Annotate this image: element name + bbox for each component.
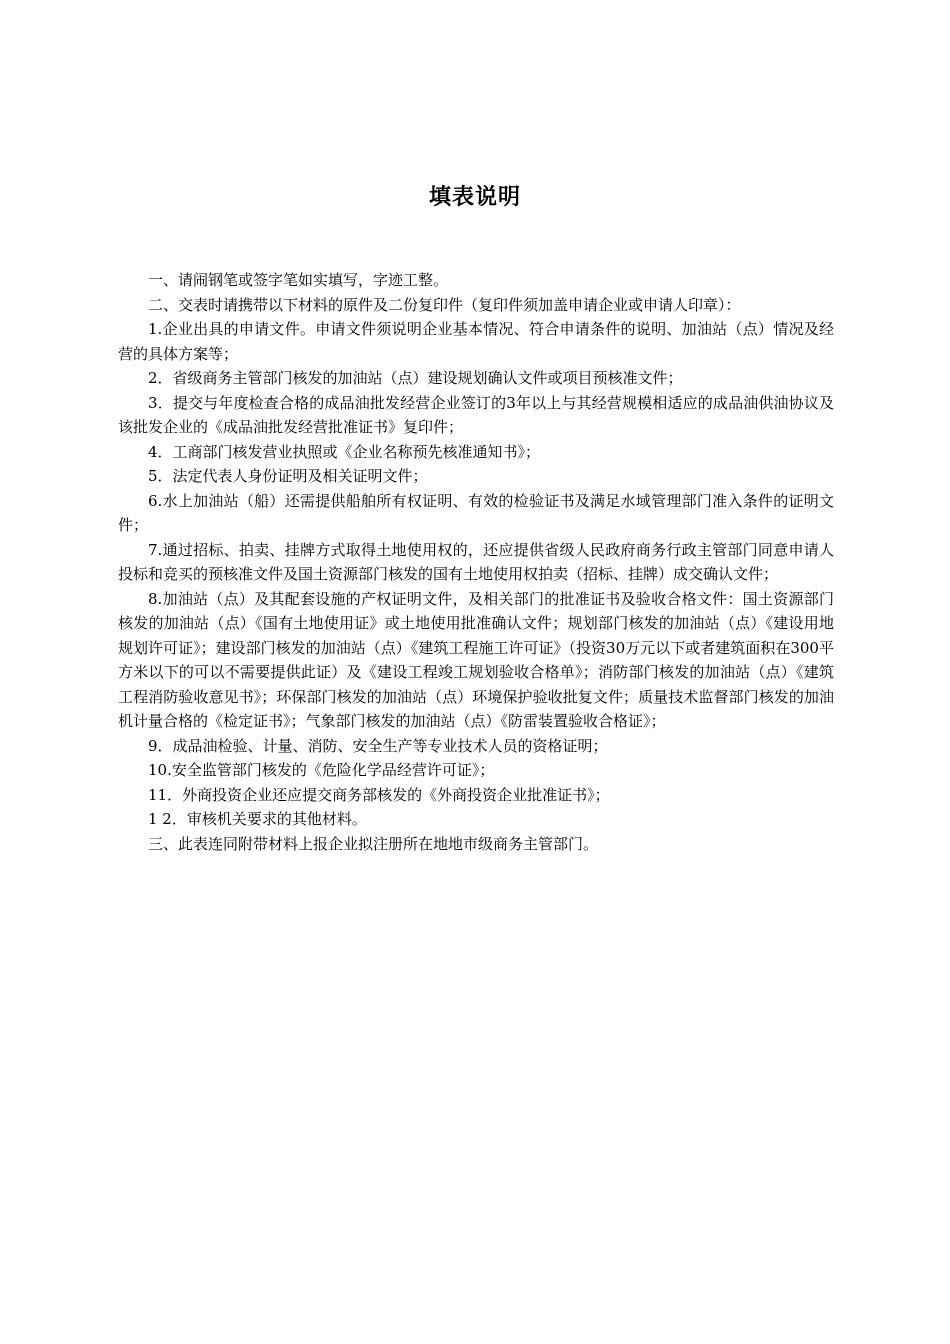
paragraph-1: 一、请闹钢笔或签字笔如实填写，字迹工整。 bbox=[148, 271, 449, 289]
paragraph-item-11: 11．外商投资企业还应提交商务部核发的《外商投资企业批准证书》； bbox=[148, 785, 610, 804]
paragraph-item-9: 9．成品油检验、计量、消防、安全生产等专业技术人员的资格证明； bbox=[148, 736, 608, 755]
paragraph-item-12: 1 2．审核机关要求的其他材料。 bbox=[148, 810, 367, 828]
paragraph-item-8: 8.加油站（点）及其配套设施的产权证明文件，及相关部门的批准证书及验收合格文件：国土资源部门核发的加油站（点）《国有土地使用证》或土地使用批准确认文件；规划部门核发的加油站（点）《建设用地规划许可证》；建设部门核发的加油站（点）《建筑工程施工许可证》（投资30万元以下或者建筑面积在300平方米以下的可以不需要提供此证）及《建设工程竣工规划验收合格单》；消防部门核发的加油站（点）《建筑工程消防验收意见书》；环保部门核发的加油站（点）环境保护验收批复文件；质量技术监督部门核发的加油机计量合格的《检定证书》；气象部门核发的加油站（点）《防雷装置验收合格证》； bbox=[118, 589, 834, 730]
paragraph-item-3: 3．提交与年度检查合格的成品油批发经营企业签订的3年以上与其经营规模相适应的成品油供油协议及该批发企业的《成品油批发经营批准证书》复印件； bbox=[118, 393, 834, 436]
paragraph-item-1: 1.企业出具的申请文件。申请文件须说明企业基本情况、符合申请条件的说明、加油站（点）情况及经营的具体方案等； bbox=[118, 320, 834, 363]
paragraph-item-6: 6.水上加油站（船）还需提供船舶所有权证明、有效的检验证书及满足水域管理部门准入条件的证明文件； bbox=[118, 491, 834, 534]
instructions-body bbox=[118, 268, 834, 856]
page-title: 填表说明 bbox=[428, 185, 521, 210]
paragraph-item-4: 4．工商部门核发营业执照或《企业名称预先核准通知书》； bbox=[148, 442, 541, 461]
paragraph-item-5: 5．法定代表人身份证明及相关证明文件； bbox=[148, 467, 428, 485]
paragraph-item-10: 10.安全监管部门核发的《危险化学品经营许可证》； bbox=[148, 761, 495, 779]
paragraph-item-2: 2．省级商务主管部门核发的加油站（点）建设规划确认文件或项目预核准文件； bbox=[148, 369, 683, 387]
paragraph-3: 三、此表连同附带材料上报企业拟注册所在地地市级商务主管部门。 bbox=[148, 834, 599, 853]
paragraph-2: 二、交表时请携带以下材料的原件及二份复印件（复印件须加盖申请企业或申请人印章）： bbox=[148, 295, 741, 314]
paragraph-item-7: 7.通过招标、拍卖、挂牌方式取得土地使用权的，还应提供省级人民政府商务行政主管部门同意申请人投标和竞买的预核准文件及国土资源部门核发的国有土地使用权拍卖（招标、挂牌）成交确认文件； bbox=[118, 540, 834, 583]
